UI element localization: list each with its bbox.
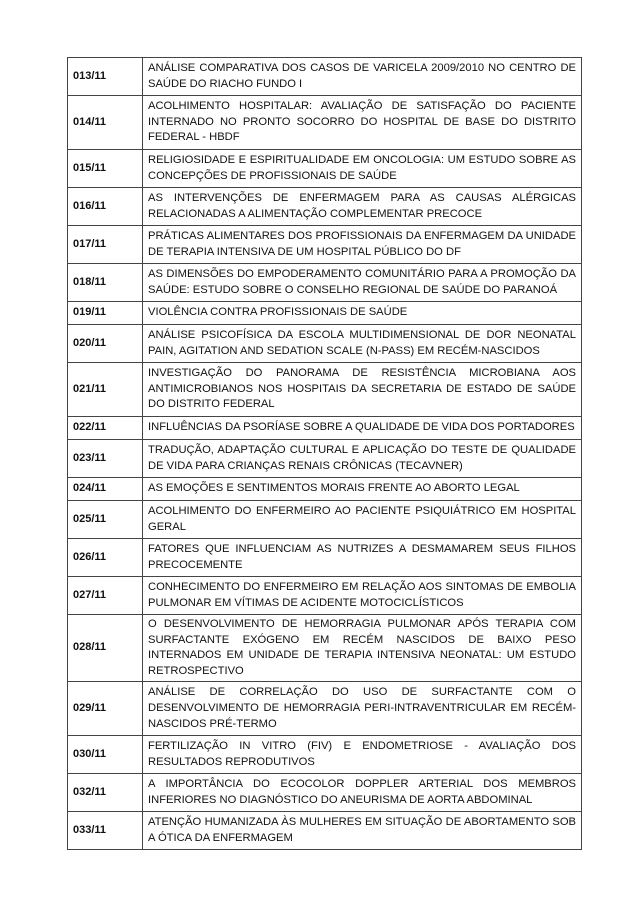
project-code: 024/11 bbox=[68, 478, 143, 501]
project-title: A IMPORTÂNCIA DO ECOCOLOR DOPPLER ARTERIAL DOS MEMBROS INFERIORES NO DIAGNÓSTICO DO ANEURISMA DE AORTA ABDOMINAL bbox=[143, 774, 582, 812]
table-row bbox=[68, 577, 582, 615]
project-title: TRADUÇÃO, ADAPTAÇÃO CULTURAL E APLICAÇÃO DO TESTE DE QUALIDADE DE VIDA PARA CRIANÇAS RENAIS CRÔNICAS (TECAVNER) bbox=[143, 440, 582, 478]
table-row bbox=[68, 682, 582, 736]
table-row bbox=[68, 478, 582, 501]
project-title: ACOLHIMENTO DO ENFERMEIRO AO PACIENTE PSIQUIÁTRICO EM HOSPITAL GERAL bbox=[143, 501, 582, 539]
table-row bbox=[68, 226, 582, 264]
table-row bbox=[68, 96, 582, 150]
project-title: ANÁLISE DE CORRELAÇÃO DO USO DE SURFACTANTE COM O DESENVOLVIMENTO DE HEMORRAGIA PERI-INTRAVENTRICULAR EM RECÉM-NASCIDOS PRÉ-TERMO bbox=[143, 682, 582, 736]
project-code: 020/11 bbox=[68, 325, 143, 363]
project-code: 016/11 bbox=[68, 188, 143, 226]
table-row bbox=[68, 440, 582, 478]
project-title: FERTILIZAÇÃO IN VITRO (FIV) E ENDOMETRIOSE - AVALIAÇÃO DOS RESULTADOS REPRODUTIVOS bbox=[143, 736, 582, 774]
project-title: VIOLÊNCIA CONTRA PROFISSIONAIS DE SAÚDE bbox=[143, 302, 582, 325]
project-title: ACOLHIMENTO HOSPITALAR: AVALIAÇÃO DE SATISFAÇÃO DO PACIENTE INTERNADO NO PRONTO SOCORRO DO HOSPITAL DE BASE DO DISTRITO FEDERAL - HBDF bbox=[143, 96, 582, 150]
project-title: AS EMOÇÕES E SENTIMENTOS MORAIS FRENTE AO ABORTO LEGAL bbox=[143, 478, 582, 501]
project-title: FATORES QUE INFLUENCIAM AS NUTRIZES A DESMAMAREM SEUS FILHOS PRECOCEMENTE bbox=[143, 539, 582, 577]
table-row bbox=[68, 325, 582, 363]
project-title: ATENÇÃO HUMANIZADA ÀS MULHERES EM SITUAÇÃO DE ABORTAMENTO SOB A ÓTICA DA ENFERMAGEM bbox=[143, 812, 582, 850]
project-title: PRÁTICAS ALIMENTARES DOS PROFISSIONAIS DA ENFERMAGEM DA UNIDADE DE TERAPIA INTENSIVA DE UM HOSPITAL PÚBLICO DO DF bbox=[143, 226, 582, 264]
project-code: 022/11 bbox=[68, 417, 143, 440]
table-row bbox=[68, 736, 582, 774]
table-row bbox=[68, 302, 582, 325]
project-code: 021/11 bbox=[68, 363, 143, 417]
table-row bbox=[68, 150, 582, 188]
table-row bbox=[68, 774, 582, 812]
project-title: INVESTIGAÇÃO DO PANORAMA DE RESISTÊNCIA MICROBIANA AOS ANTIMICROBIANOS NOS HOSPITAIS DA SECRETARIA DE ESTADO DE SAÚDE DO DISTRITO FEDERAL bbox=[143, 363, 582, 417]
project-code: 015/11 bbox=[68, 150, 143, 188]
table-row bbox=[68, 58, 582, 96]
project-code: 017/11 bbox=[68, 226, 143, 264]
project-code: 019/11 bbox=[68, 302, 143, 325]
project-code: 030/11 bbox=[68, 736, 143, 774]
table-row bbox=[68, 812, 582, 850]
project-code: 025/11 bbox=[68, 501, 143, 539]
project-table bbox=[67, 57, 582, 850]
project-title: AS INTERVENÇÕES DE ENFERMAGEM PARA AS CAUSAS ALÉRGICAS RELACIONADAS A ALIMENTAÇÃO COMPLEMENTAR PRECOCE bbox=[143, 188, 582, 226]
table-row bbox=[68, 417, 582, 440]
project-title: ANÁLISE PSICOFÍSICA DA ESCOLA MULTIDIMENSIONAL DE DOR NEONATAL PAIN, AGITATION AND SEDATION SCALE (N-PASS) EM RECÉM-NASCIDOS bbox=[143, 325, 582, 363]
project-code: 026/11 bbox=[68, 539, 143, 577]
project-code: 014/11 bbox=[68, 96, 143, 150]
project-code: 027/11 bbox=[68, 577, 143, 615]
project-code: 013/11 bbox=[68, 58, 143, 96]
project-title: RELIGIOSIDADE E ESPIRITUALIDADE EM ONCOLOGIA: UM ESTUDO SOBRE AS CONCEPÇÕES DE PROFISSIONAIS DE SAÚDE bbox=[143, 150, 582, 188]
project-code: 033/11 bbox=[68, 812, 143, 850]
project-title: ANÁLISE COMPARATIVA DOS CASOS DE VARICELA 2009/2010 NO CENTRO DE SAÚDE DO RIACHO FUNDO I bbox=[143, 58, 582, 96]
table-row bbox=[68, 264, 582, 302]
table-row bbox=[68, 188, 582, 226]
table-row bbox=[68, 501, 582, 539]
project-title: O DESENVOLVIMENTO DE HEMORRAGIA PULMONAR APÓS TERAPIA COM SURFACTANTE EXÓGENO EM RECÉM NASCIDOS DE BAIXO PESO INTERNADOS EM UNIDADE DE TERAPIA INTENSIVA NEONATAL: UM ESTUDO RETROSPECTIVO bbox=[143, 615, 582, 682]
project-code: 029/11 bbox=[68, 682, 143, 736]
table-row bbox=[68, 615, 582, 682]
project-title: INFLUÊNCIAS DA PSORÍASE SOBRE A QUALIDADE DE VIDA DOS PORTADORES bbox=[143, 417, 582, 440]
project-code: 018/11 bbox=[68, 264, 143, 302]
project-title: CONHECIMENTO DO ENFERMEIRO EM RELAÇÃO AOS SINTOMAS DE EMBOLIA PULMONAR EM VÍTIMAS DE ACIDENTE MOTOCICLÍSTICOS bbox=[143, 577, 582, 615]
project-code: 028/11 bbox=[68, 615, 143, 682]
table-row bbox=[68, 539, 582, 577]
table-row bbox=[68, 363, 582, 417]
project-code: 023/11 bbox=[68, 440, 143, 478]
project-code: 032/11 bbox=[68, 774, 143, 812]
project-title: AS DIMENSÕES DO EMPODERAMENTO COMUNITÁRIO PARA A PROMOÇÃO DA SAÚDE: ESTUDO SOBRE O CONSELHO REGIONAL DE SAÚDE DO PARANOÁ bbox=[143, 264, 582, 302]
